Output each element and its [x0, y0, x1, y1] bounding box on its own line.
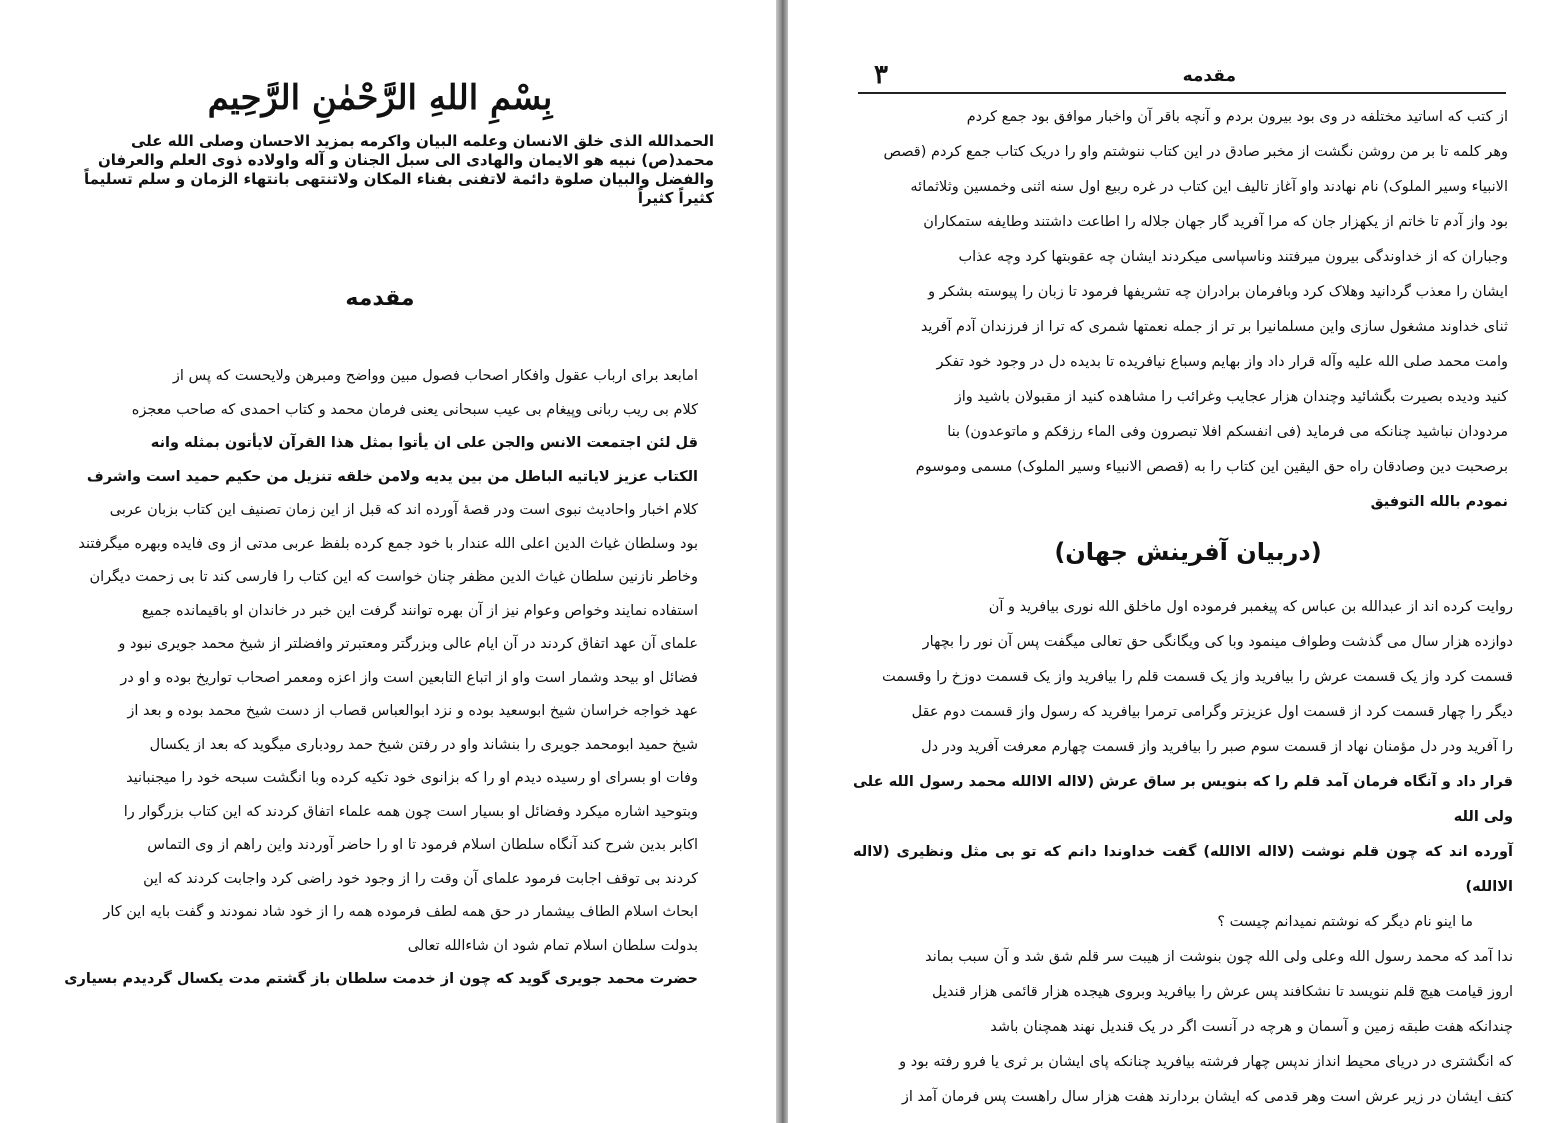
text-line: آورده اند که چون قلم نوشت (لااله الاالله) گفت خداوندا دانم که تو بی مثل ونظیری (لااله الاالله)	[853, 844, 1513, 895]
text-line: عهد خواجه خراسان شیخ ابوسعید بوده و نزد ابوالعباس قصاب از دست شیخ محمد بوده و بعد از	[127, 703, 698, 719]
text-line: علمای آن عهد اتفاق کردند در آن ایام عالی وبزرگتر ومعتبرتر وافضلتر از شیخ محمد جویری نبود و	[118, 636, 698, 652]
text-line: که انگشتری در دریای محیط انداز ندپس چهار فرشته بیافرید چنانکه پای ایشان بر ثری یا فرو رفته بود و	[899, 1054, 1513, 1070]
text-line: وهر کلمه تا بر من روشن نگشت از مخبر صادق در این کتاب ننوشتم واو را دریک کتاب جمع کردم (قصص	[883, 144, 1508, 160]
quran-verse-line: الکتاب عزیز لایاتیه الباطل من بین یدیه ولامن خلقه تنزیل من حکیم حمید است واشرف	[86, 468, 698, 485]
text-line: برصحبت دین وصادقان راه حق الیقین این کتاب را به (قصص الانبیاء وسیر الملوک) مسمی وموسوم	[915, 459, 1508, 475]
doxology-line: والفضل والبیان صلوة دائمة لاتفنی بفناء المکان ولاتنتهی بانتهاء الزمان و سلم تسلیماً	[83, 170, 714, 188]
text-line: امابعد برای ارباب عقول وافکار اصحاب فصول مبین وواضح ومبرهن ولایحست که پس از	[172, 368, 698, 384]
text-line: فضائل او بیحد وشمار است واو از اتباع التابعین است واز اعزه ومعمر اصحاب تواریخ بوده و او در	[120, 669, 698, 686]
text-line: قرار داد و آنگاه فرمان آمد قلم را که بنویس بر ساق عرش (لااله الاالله محمد رسول الله علی ولی الله	[853, 774, 1513, 825]
text-line: کردند بی توقف اجابت فرمود علمای آن وقت را از وجود خود راضی کرد واجابت کردند که این	[143, 870, 698, 887]
right-body-text-2	[853, 590, 1513, 1115]
text-line: وفات او بسرای او رسیده دیدم او را که بزانوی خود تکیه کرده وبا انگشت سبحه خود را میجنبانید	[126, 770, 698, 786]
text-line: کنید ودیده بصیرت بگشائید وچندان هزار عجایب وغرائب را مشاهده کنید از مقبولان باشید واز	[954, 389, 1508, 405]
text-line: قسمت کرد واز یک قسمت عرش را بیافرید واز یک قسمت قلم را بیافرید واز یک قسمت دوزخ را وقسمت	[882, 669, 1513, 685]
text-line: بود واز آدم تا خاتم از یکهزار جان که مرا آفرید گار جهان جلاله را اطاعت داشتند وطایفه ستمکاران	[923, 214, 1508, 230]
text-line: وبتوحید اشاره میکرد وفضائل او بسیار است چون همه علماء اتفاق کردند که این کتاب بزرگوار را	[123, 803, 698, 820]
text-line: الانبیاء وسیر الملوک) نام نهادند واو آغاز تالیف این کتاب در غره ربیع اول سنه اثنی وخمسین وثلاثمائه	[910, 179, 1508, 195]
arabic-doxology	[64, 132, 714, 208]
text-line: اروز قیامت هیچ قلم ننویسد تا نشکافند پس عرش را بیافرید وبروی هیجده هزار قائمی هزار قندیل	[932, 984, 1513, 1000]
text-line: اکابر بدین شرح کند آنگاه سلطان اسلام فرمود تا او را حاضر آوردند واین راهم از وی التماس	[147, 837, 698, 853]
section-title-introduction: مقدمه	[345, 286, 415, 311]
text-line: ابحاث اسلام الطاف بیشمار در حق همه لطف فرموده همه را از خود شاد نمودند و گفت بایه این کار	[103, 904, 698, 920]
text-line: روایت کرده اند از عبدالله بن عباس که پیغمبر فرموده اول ماخلق الله نوری بیافرید و آن	[988, 599, 1513, 615]
text-line: از کتب که اساتید مختلفه در وی بود بیرون بردم و آنچه باقر آن واخبار موافق بود جمع کردم	[966, 109, 1508, 125]
text-line: ایشان را معذب گردانید وهلاک کرد وبافرمان برادران چه تشریفها فرمود تا زبان را پیوسته بشکر و	[928, 284, 1508, 300]
quran-verse-line: قل لئن اجتمعت الانس والجن علی ان یأتوا بمثل هذا القرآن لایأتون بمثله وانه	[150, 435, 698, 451]
text-line: شیخ حمید ابومحمد جویری را بنشاند واو در رفتن شیخ حمد رودباری میگوید که بعد از یکسال	[149, 736, 698, 753]
text-line: وجباران که از خداوندگی بیرون میرفتند وناسپاسی میکردند ایشان چه عقوبتها کرد وچه عذاب	[958, 249, 1508, 265]
section-title-creation: (دربیان آفرینش جهان)	[1054, 538, 1322, 566]
text-line: وخاطر نازنین سلطان غیاث الدین مظفر چنان خواست که این کتاب را فارسی کند تا بی زحمت دیگران	[89, 569, 698, 585]
doxology-line: الحمدالله الذی خلق الانسان وعلمه البیان واکرمه بمزید الاحسان وصلی الله علی	[130, 132, 714, 150]
text-line: استفاده نمایند وخواص وعوام نیز از آن بهره توانند گرفت این خبر در خاندان او باقیمانده جمیع	[141, 602, 698, 619]
closing-line: حضرت محمد جویری گوید که چون از خدمت سلطان باز گشتم مدت یکسال گردیدم بسیاری	[64, 971, 698, 987]
doxology-line: کثیراً کثیراً	[637, 189, 714, 207]
text-line: ندا آمد که محمد رسول الله وعلی ولی الله چون بنوشت از هیبت سر قلم شق شد و آن سبب بماند	[925, 949, 1513, 965]
left-body-text	[62, 360, 698, 997]
text-line: ثنای خداوند مشغول سازی واین مسلمانیرا بر تر از جمله نعمتها شمری که ترا از فرزندان آدم آفرید	[920, 319, 1508, 335]
text-line: کلام اخبار واحادیث نبوی است ودر قصهٔ آورده اند که قبل از این زمان تصنیف این کتاب بزبان عربی	[109, 502, 698, 518]
text-line-end: نمودم بالله التوفیق	[1370, 494, 1508, 510]
right-body-text	[858, 100, 1508, 520]
text-line: مردودان نباشید چنانکه می فرماید (فی انفسکم افلا تبصرون وفی الماء رزقکم و ماتوعدون) بنا	[947, 424, 1508, 440]
text-line: چندانکه هفت طبقه زمین و آسمان و هرچه در آنست اگر در یک قندیل نهند همچنان باشد	[990, 1019, 1513, 1035]
header-title: مقدمه	[1182, 66, 1236, 86]
text-line: کلام بی ریب ربانی وپیغام بی عیب سبحانی یعنی فرمان محمد و کتاب احمدی که صاحب معجزه	[131, 401, 698, 418]
page-number: ۳	[874, 60, 888, 90]
running-header	[858, 60, 1506, 94]
text-line: بدولت سلطان اسلام تمام شود ان شاءالله تعالی	[407, 937, 698, 954]
text-line: کتف ایشان در زیر عرش است وهر قدمی که ایشان بردارند هفت هزار سال راهست پس فرمان آمد از	[901, 1089, 1513, 1105]
text-line: دوازده هزار سال می گذشت وطواف مینمود وبا کی ویگانگی حق تعالی میگفت پس آن نور را بچهار	[922, 634, 1513, 650]
left-page	[0, 0, 776, 1123]
doxology-line: محمد(ص) نبیه هو الایمان والهادی الی سبل الجنان و آله واولاده ذوی العلم والعرفان	[98, 151, 714, 169]
text-line: را آفرید ودر دل مؤمنان نهاد از قسمت سوم صبر را بیافرید واز قسمت چهارم معرفت آفرید ودر دل	[921, 739, 1513, 755]
book-gutter	[776, 0, 788, 1123]
text-line: بود وسلطان غیاث الدین اعلی الله عندار با خود جمع کرده بلفظ عربی مدتی از وی فایده وبهره میگرفتند	[78, 535, 698, 552]
right-page	[788, 0, 1564, 1123]
basmala-calligraphy: بِسْمِ اللهِ الرَّحْمٰنِ الرَّحِیم	[207, 78, 553, 118]
text-line: وامت محمد صلی الله علیه وآله قرار داد واز بهایم وسباع نیافریده تا بدیده دل در وجود خود تفکر	[936, 354, 1508, 370]
text-line: ما اینو نام دیگر که نوشتم نمیدانم چیست ؟	[1217, 914, 1473, 930]
text-line: دیگر را چهار قسمت کرد از قسمت اول عزیزتر وگرامی ترمرا بیافرید که رسول واز قسمت دوم عقل	[911, 704, 1513, 720]
